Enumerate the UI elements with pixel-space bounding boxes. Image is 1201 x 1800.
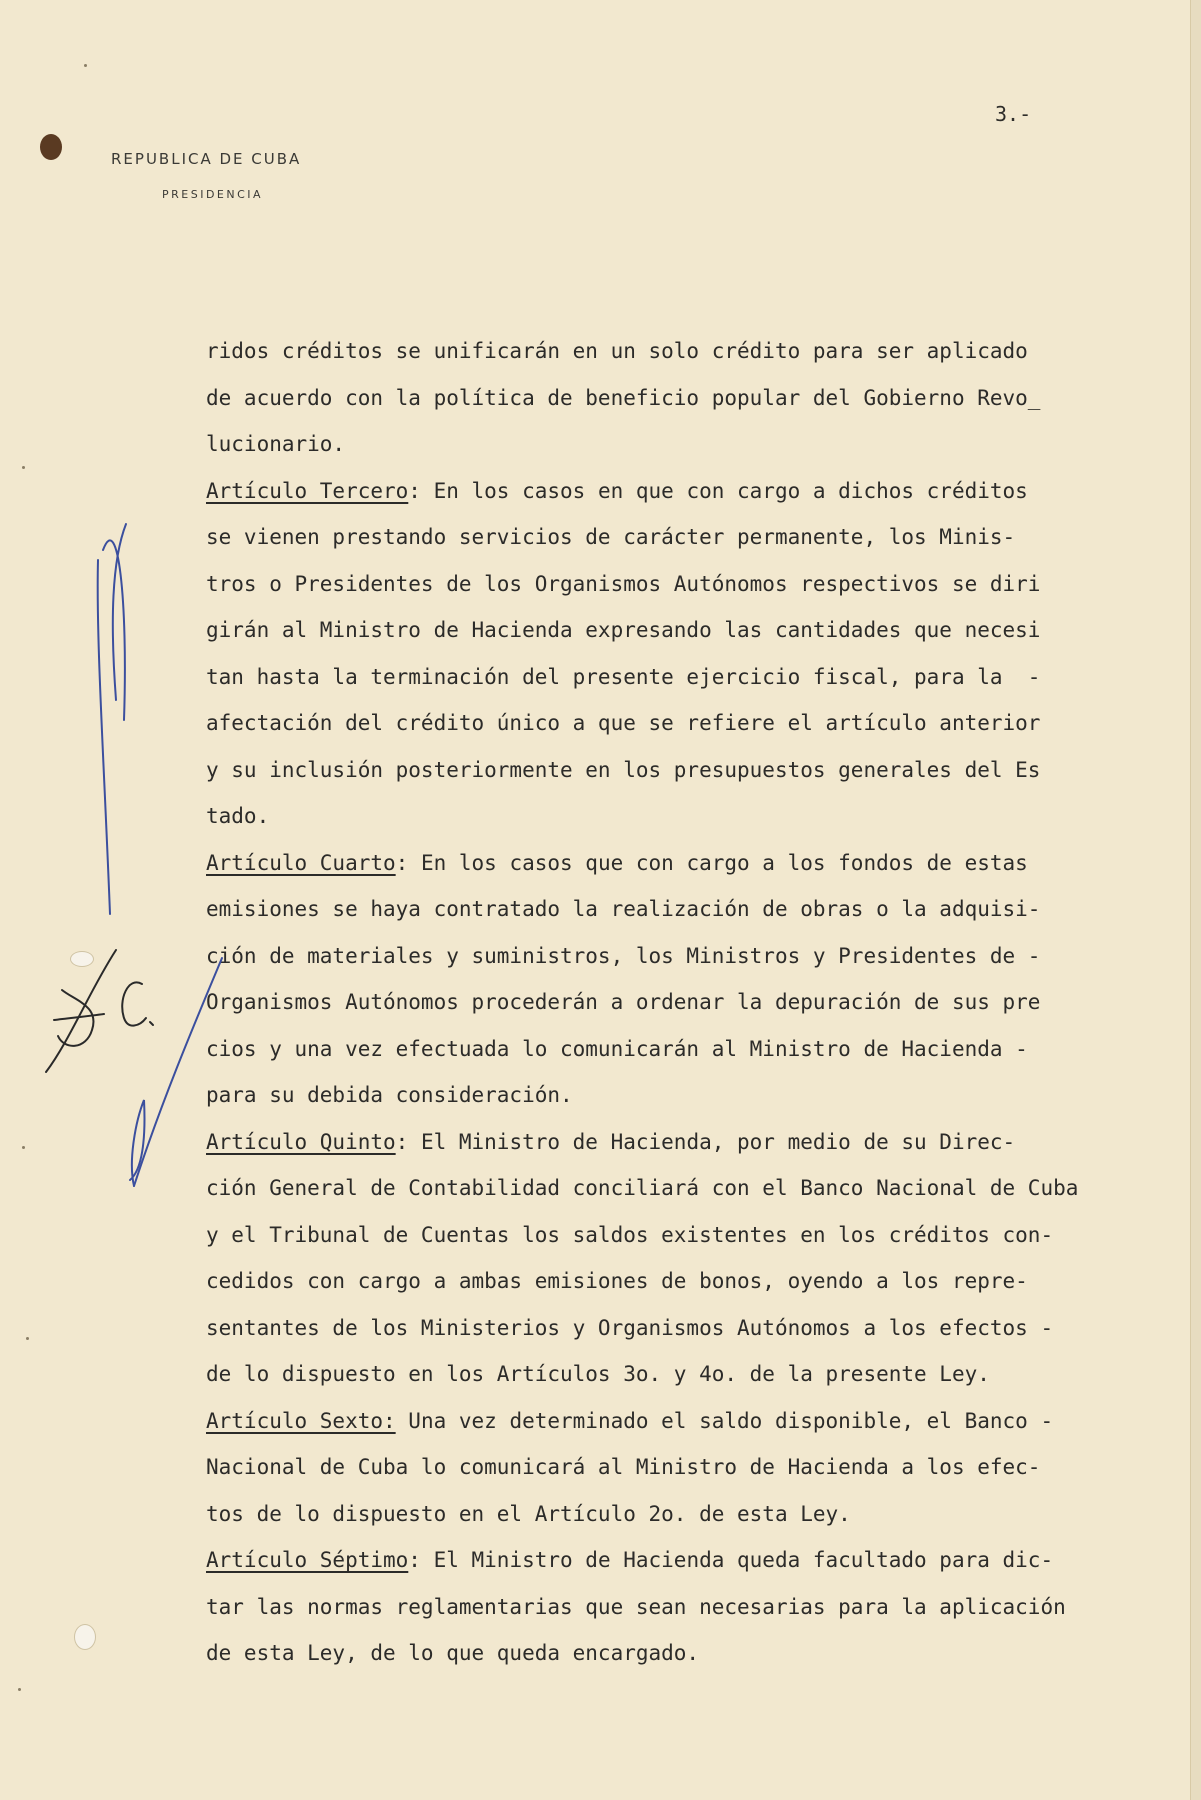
letterhead-subtitle: PRESIDENCIA — [162, 188, 264, 201]
line-text: para su debida consideración. — [206, 1083, 573, 1107]
line-text: de esta Ley, de lo que queda encargado. — [206, 1641, 700, 1665]
page-number: 3.- — [995, 102, 1032, 126]
article-heading: Artículo Cuarto — [206, 850, 396, 875]
line-text: : El Ministro de Hacienda queda facultado para dic- — [408, 1548, 1054, 1572]
article-heading: Artículo Tercero — [206, 478, 409, 503]
line-text: tado. — [206, 804, 270, 828]
line-text: emisiones se haya contratado la realización de obras o la adquisi- — [206, 897, 1041, 921]
line-text: tos de lo dispuesto en el Artículo 2o. de esta Ley. — [206, 1501, 851, 1526]
line-text: de lo dispuesto en los Artículos 3o. y 4o. de la presente Ley. — [206, 1362, 990, 1386]
line-text: Una vez determinado el saldo disponible, el Banco - — [395, 1408, 1054, 1433]
line-text: lucionario. — [206, 432, 346, 456]
line-text: cios y una vez efectuada lo comunicarán al Ministro de Hacienda - — [206, 1036, 1028, 1061]
line-text: sentantes de los Ministerios y Organismos Autónomos a los efectos - — [206, 1315, 1054, 1340]
line-text: y el Tribunal de Cuentas los saldos existentes en los créditos con- — [206, 1222, 1054, 1247]
line-text: : En los casos en que con cargo a dichos créditos — [408, 478, 1028, 503]
line-text: Organismos Autónomos procederán a ordenar la depuración de sus pre — [206, 990, 1041, 1014]
line-text: tan hasta la terminación del presente ejercicio fiscal, para la - — [206, 664, 1041, 689]
line-text: girán al Ministro de Hacienda expresando las cantidades que necesi — [206, 618, 1041, 642]
article-heading: Artículo Séptimo — [206, 1548, 409, 1572]
line-text: tros o Presidentes de los Organismos Autónomos respectivos se diri — [206, 571, 1041, 596]
line-text: tar las normas reglamentarias que sean necesarias para la aplicación — [206, 1594, 1066, 1619]
line-text: cedidos con cargo a ambas emisiones de bonos, oyendo a los repre- — [206, 1269, 1028, 1293]
line-text: : En los casos que con cargo a los fondos de estas — [395, 850, 1028, 875]
line-text: de acuerdo con la política de beneficio popular del Gobierno Revo_ — [206, 385, 1041, 410]
article-heading: Artículo Quinto — [206, 1129, 396, 1154]
line-text: afectación del crédito único a que se refiere el artículo anterior — [206, 711, 1041, 735]
line-text: y su inclusión posteriormente en los presupuestos generales del Es — [206, 757, 1041, 782]
line-text: : El Ministro de Hacienda, por medio de su Direc- — [395, 1129, 1016, 1154]
line-text: ción de materiales y suministros, los Ministros y Presidentes de - — [206, 943, 1041, 968]
line-text: ridos créditos se unificarán en un solo crédito para ser aplicado — [206, 339, 1028, 363]
line-text: se vienen prestando servicios de carácter permanente, los Minis- — [206, 525, 1016, 549]
line-text: ción General de Contabilidad conciliará con el Banco Nacional de Cuba — [206, 1176, 1079, 1200]
line-text: Nacional de Cuba lo comunicará al Ministro de Hacienda a los efec- — [206, 1455, 1041, 1479]
article-heading: Artículo Sexto: — [206, 1408, 396, 1433]
letterhead-title: REPUBLICA DE CUBA — [111, 150, 302, 168]
